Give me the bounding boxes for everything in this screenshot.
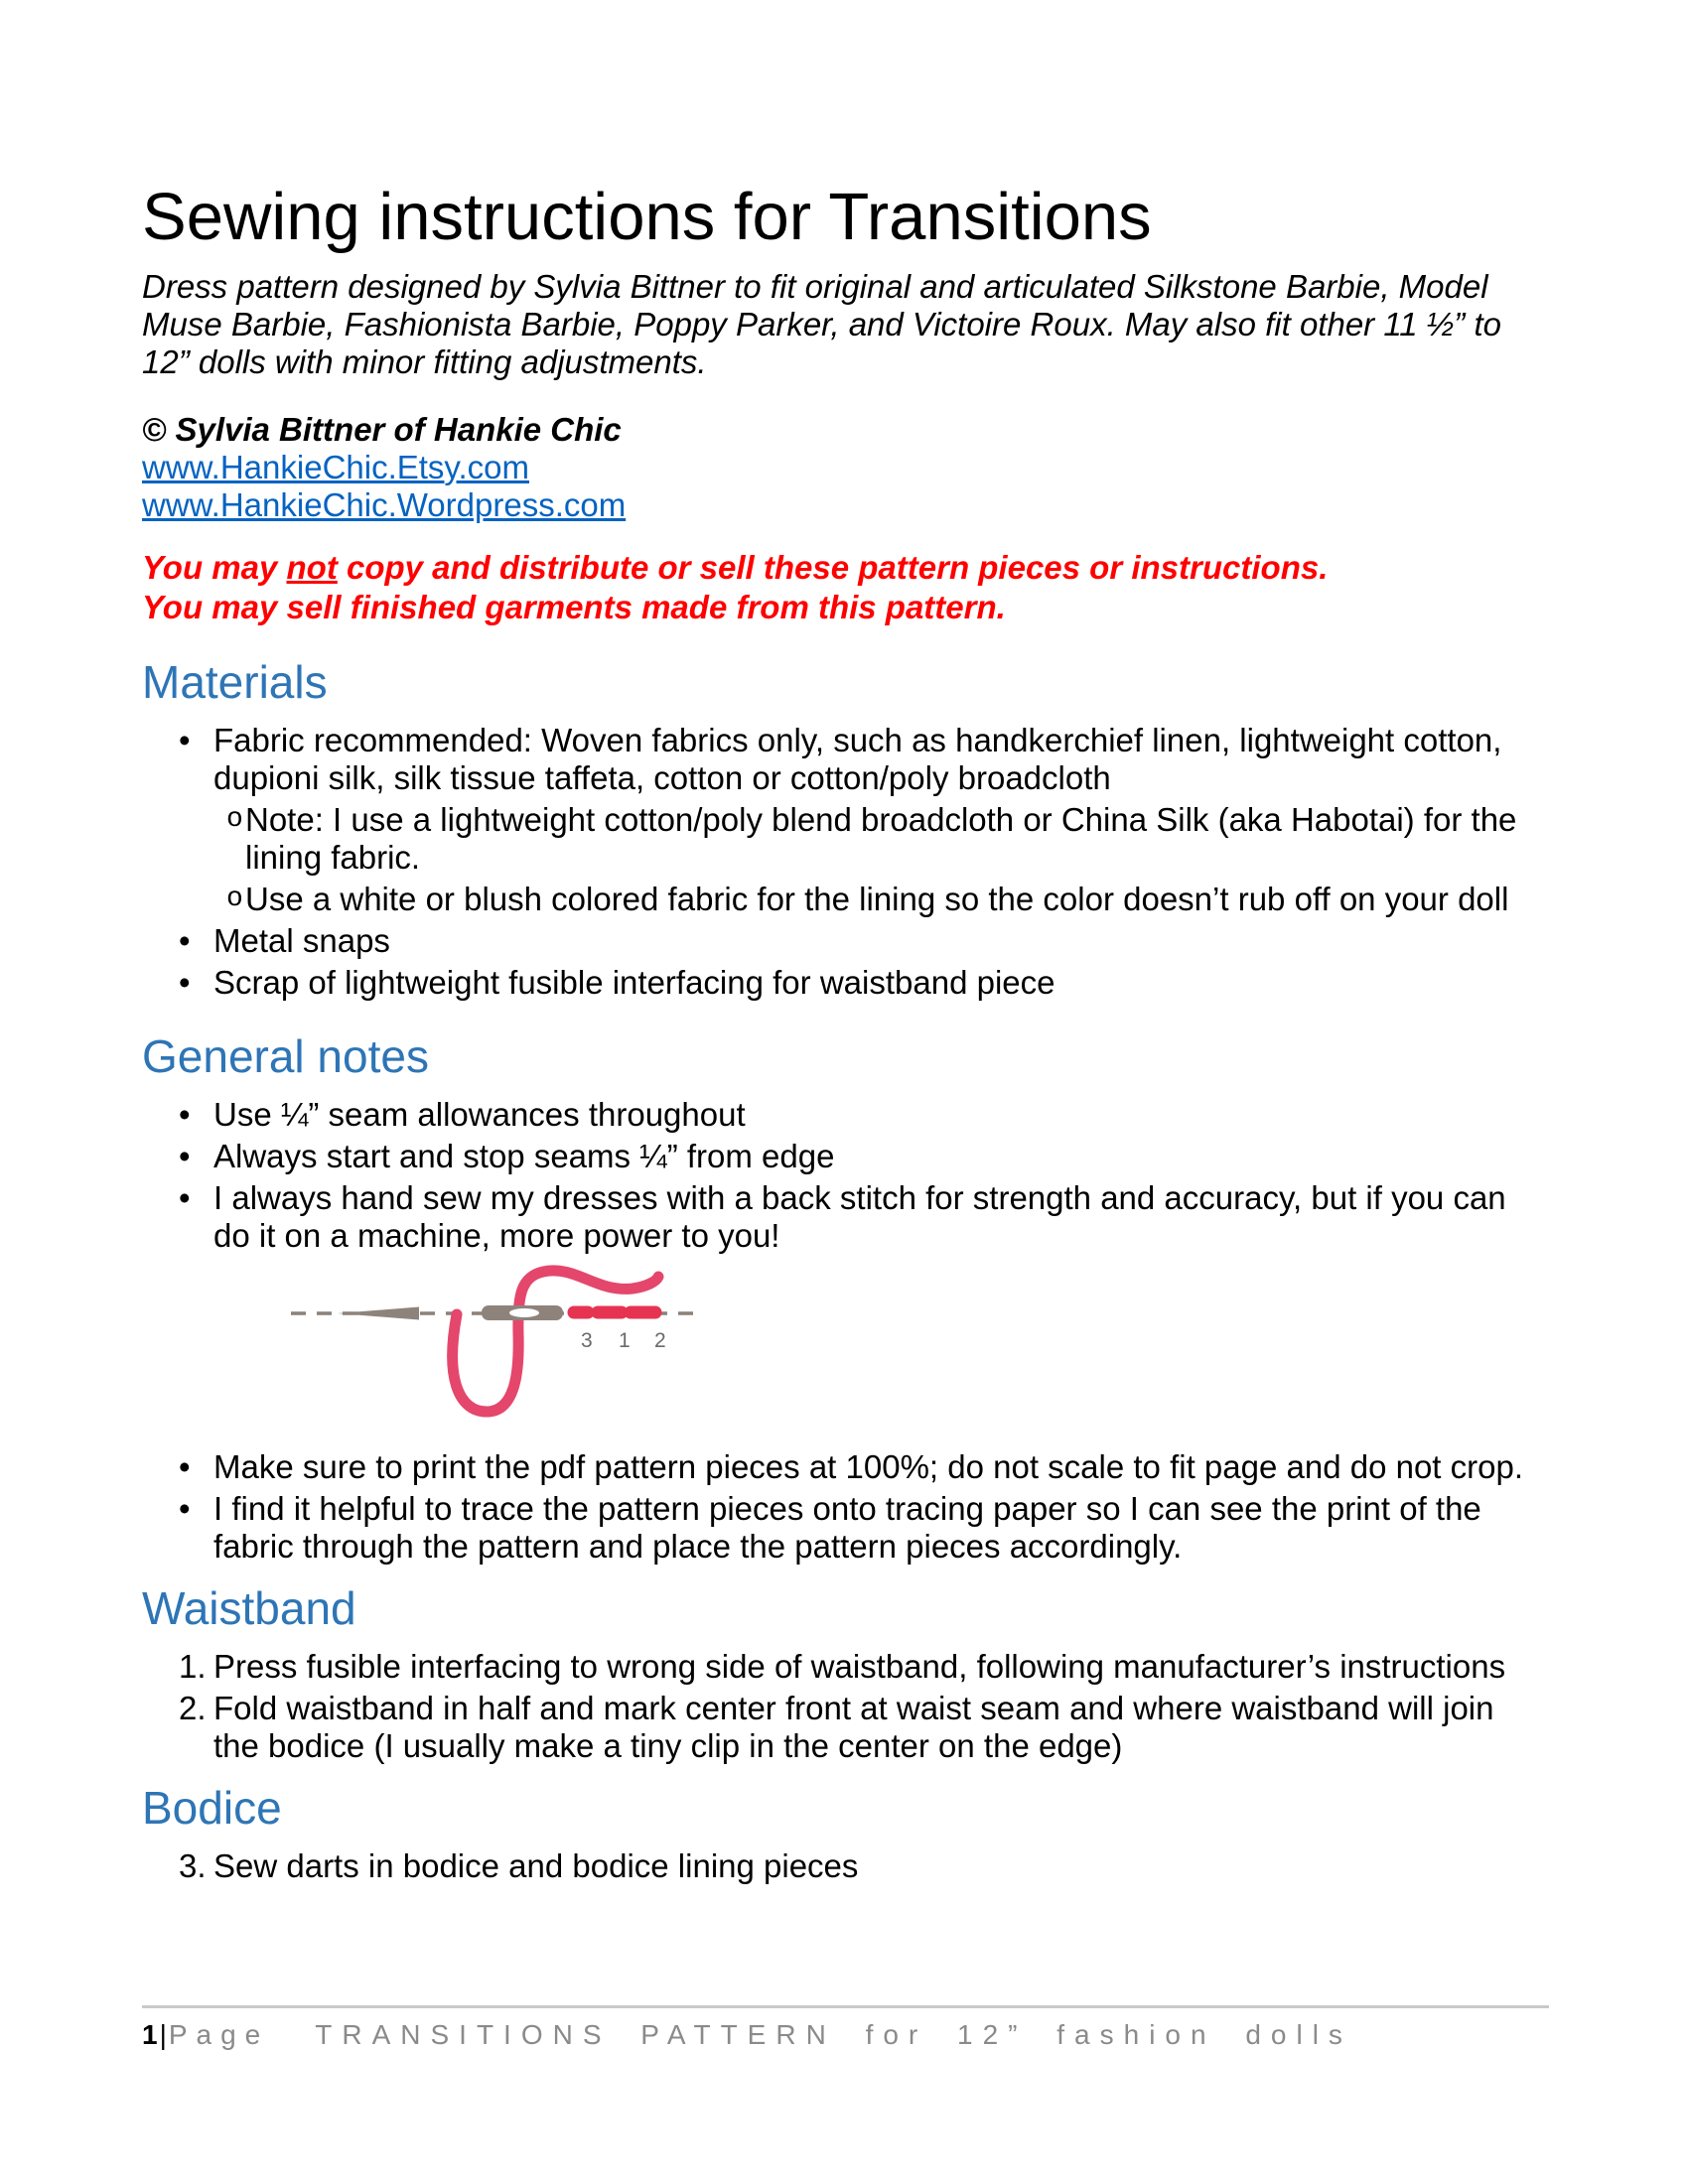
backstitch-illustration xyxy=(283,1265,1546,1429)
bullet-icon: • xyxy=(179,721,191,758)
step-number: 1. xyxy=(179,1648,207,1686)
numbered-step: 2. Fold waistband in half and mark center front at waist seam and where waistband will join the bodice (I usually make a tiny clip in the center on the edge) xyxy=(142,1690,1546,1765)
list-item: • Fabric recommended: Woven fabrics only, such as handkerchief linen, lightweight cotton, dupioni silk, silk tissue taffeta, cotton or cotton/poly broadcloth xyxy=(142,722,1546,797)
section-heading-general-notes: General notes xyxy=(142,1029,429,1082)
bullet-icon: • xyxy=(179,1096,191,1134)
warning-line-1: You may not copy and distribute or sell these pattern pieces or instructions. xyxy=(142,548,1329,586)
list-item: • Always start and stop seams ¼” from edge xyxy=(142,1138,1546,1175)
list-item: • I find it helpful to trace the pattern pieces onto tracing paper so I can see the print of the fabric through the pattern and place the pattern pieces accordingly. xyxy=(142,1490,1546,1566)
footer-document-title: TRANSITIONS PATTERN for 12” fashion dolls xyxy=(315,2019,1352,2050)
stitch-label: 3 xyxy=(581,1329,593,1353)
footer-page-word: Page xyxy=(168,2019,270,2050)
bullet-icon: • xyxy=(179,921,191,959)
bullet-icon: • xyxy=(179,1490,191,1528)
intro-paragraph: Dress pattern designed by Sylvia Bittner to fit original and articulated Silkstone Barbie, Model Muse Barbie, Fashionista Barbie, Poppy Parker, and Victoire Roux. May also fit other 11 ½” to 12” dolls with minor fitting adjustments. xyxy=(142,267,1501,380)
list-item: • Scrap of lightweight fusible interfacing for waistband piece xyxy=(142,964,1546,1002)
needle-eye-hole xyxy=(509,1308,539,1317)
list-item: o Use a white or blush colored fabric for the lining so the color doesn’t rub off on your doll xyxy=(142,881,1546,918)
list-item: • Use ¼” seam allowances throughout xyxy=(142,1096,1546,1134)
waistband-steps xyxy=(142,1648,1546,1765)
bullet-icon: • xyxy=(179,963,191,1001)
stitch-label: 1 xyxy=(619,1329,631,1353)
footer-separator: | xyxy=(159,2019,169,2050)
list-item: • Make sure to print the pdf pattern pieces at 100%; do not scale to fit page and do not crop. xyxy=(142,1448,1546,1486)
bullet-icon: • xyxy=(179,1179,191,1217)
list-item: • I always hand sew my dresses with a back stitch for strength and accuracy, but if you can do it on a machine, more power to you! xyxy=(142,1179,1546,1255)
circle-bullet-icon: o xyxy=(226,883,243,914)
copyright-warning xyxy=(142,548,1546,627)
numbered-step: 1. Press fusible interfacing to wrong side of waistband, following manufacturer’s instructions xyxy=(142,1648,1546,1686)
etsy-link[interactable]: www.HankieChic.Etsy.com xyxy=(142,448,529,485)
bullet-icon: • xyxy=(179,1448,191,1486)
stitch-label: 2 xyxy=(654,1329,666,1353)
footer-page-number: 1 xyxy=(142,2019,160,2050)
warning-not-emphasis: not xyxy=(286,548,338,586)
backstitch-diagram xyxy=(283,1265,710,1424)
page-title: Sewing instructions for Transitions xyxy=(142,180,1152,254)
general-notes-list xyxy=(142,1096,1546,1566)
footer-divider xyxy=(142,2005,1549,2008)
section-heading-materials: Materials xyxy=(142,655,328,708)
needle-point-icon xyxy=(338,1307,419,1320)
bodice-steps xyxy=(142,1847,1546,1885)
warning-line-2: You may sell finished garments made from this pattern. xyxy=(142,588,1006,625)
step-number: 3. xyxy=(179,1847,207,1885)
bullet-icon: • xyxy=(179,1138,191,1175)
list-item: o Note: I use a lightweight cotton/poly blend broadcloth or China Silk (aka Habotai) for the lining fabric. xyxy=(142,801,1546,877)
section-heading-waistband: Waistband xyxy=(142,1582,356,1635)
circle-bullet-icon: o xyxy=(226,803,243,835)
wordpress-link[interactable]: www.HankieChic.Wordpress.com xyxy=(142,485,627,523)
section-heading-bodice: Bodice xyxy=(142,1782,282,1835)
numbered-step: 3. Sew darts in bodice and bodice lining pieces xyxy=(142,1847,1546,1885)
page-footer xyxy=(142,2019,1352,2051)
materials-list xyxy=(142,722,1546,1002)
copyright-line: © Sylvia Bittner of Hankie Chic xyxy=(142,410,622,448)
step-number: 2. xyxy=(179,1690,207,1727)
list-item: • Metal snaps xyxy=(142,922,1546,960)
links-block xyxy=(142,449,1546,524)
